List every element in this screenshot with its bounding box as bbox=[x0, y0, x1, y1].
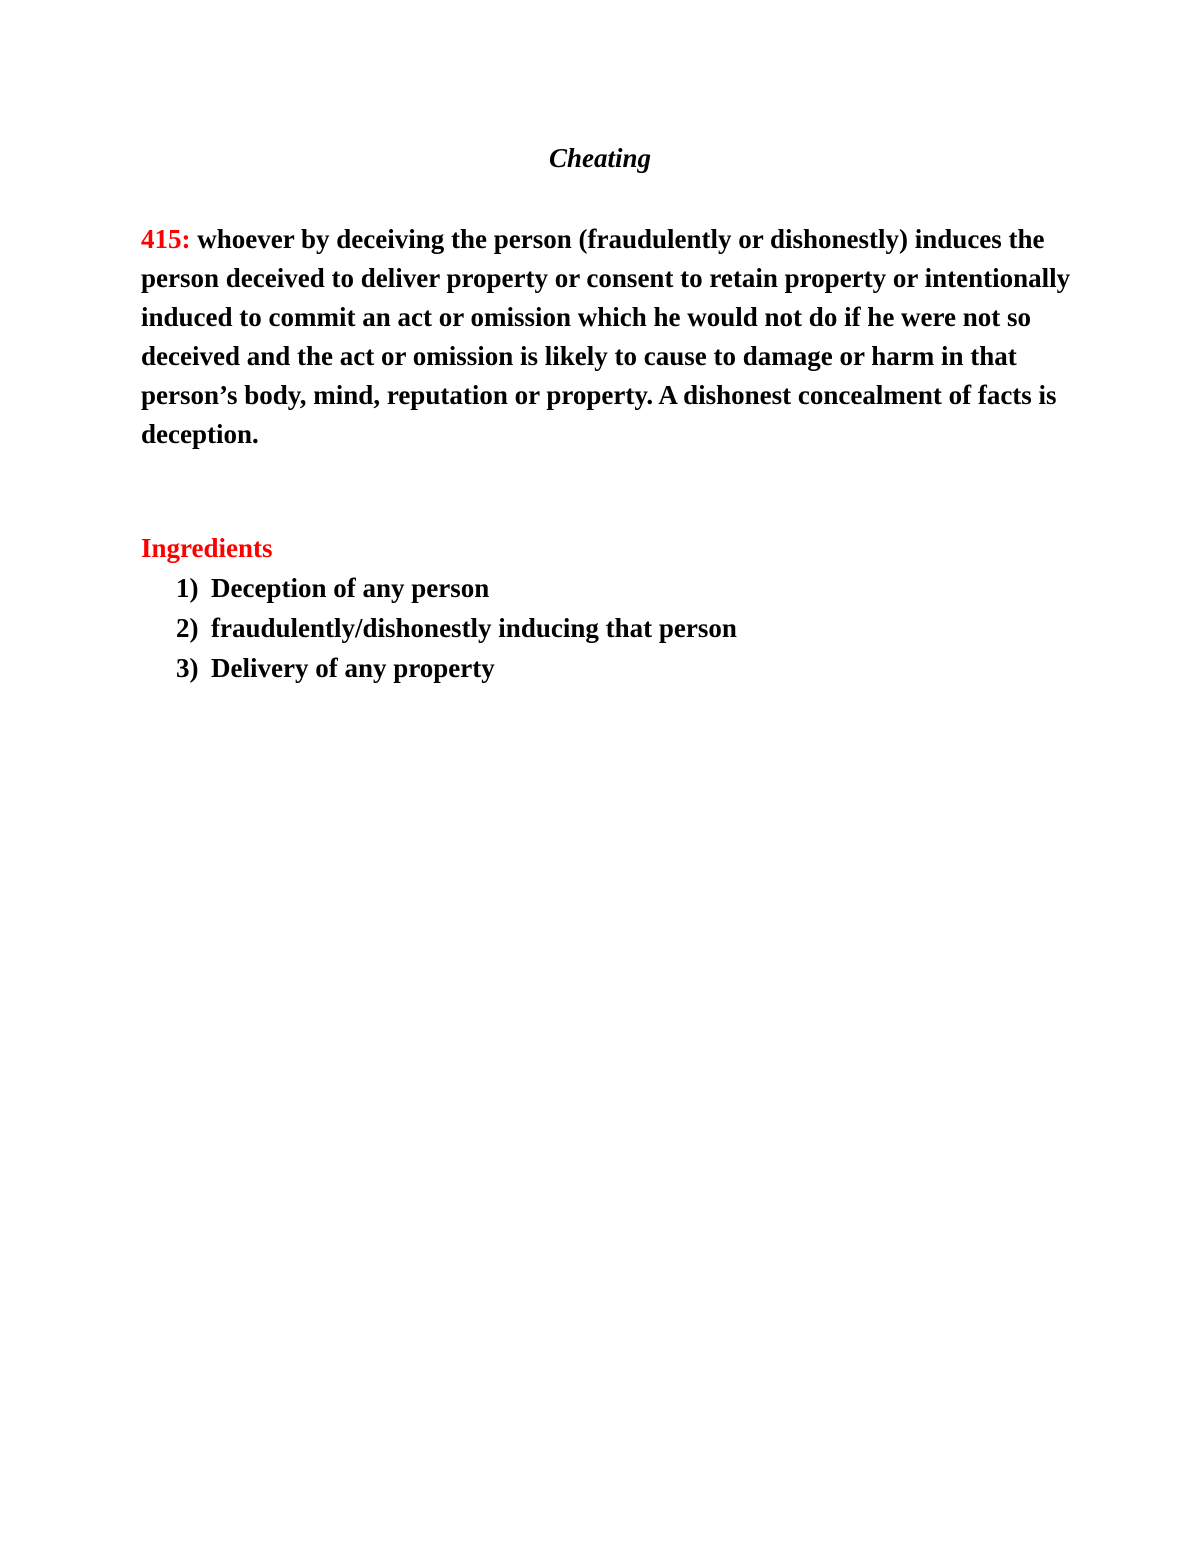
document-title: Cheating bbox=[548, 143, 652, 173]
section-415-paragraph bbox=[141, 220, 1071, 454]
section-number: 415 bbox=[141, 224, 182, 254]
section-text: whoever by deceiving the person (fraudulently or dishonestly) induces the person deceived to deliver property or consent to retain property or intentionally induced to commit an act or omission which he would not do if he were not so deceived and the act or omission is likely to cause to damage or harm in that person’s body, mind, reputation or property. A dishonest concealment of facts is deception. bbox=[141, 224, 1071, 449]
list-item-text: Delivery of any property bbox=[211, 653, 495, 683]
list-item-number: 1) bbox=[176, 573, 199, 603]
section-separator: : bbox=[181, 224, 191, 254]
list-item bbox=[176, 608, 737, 648]
list-item bbox=[176, 568, 737, 608]
list-item bbox=[176, 648, 737, 688]
ingredients-list bbox=[176, 568, 737, 688]
list-item-text: Deception of any person bbox=[211, 573, 490, 603]
list-item-text: fraudulently/dishonestly inducing that person bbox=[211, 613, 737, 643]
ingredients-heading: Ingredients bbox=[141, 533, 273, 563]
list-item-number: 2) bbox=[176, 613, 199, 643]
list-item-number: 3) bbox=[176, 653, 199, 683]
